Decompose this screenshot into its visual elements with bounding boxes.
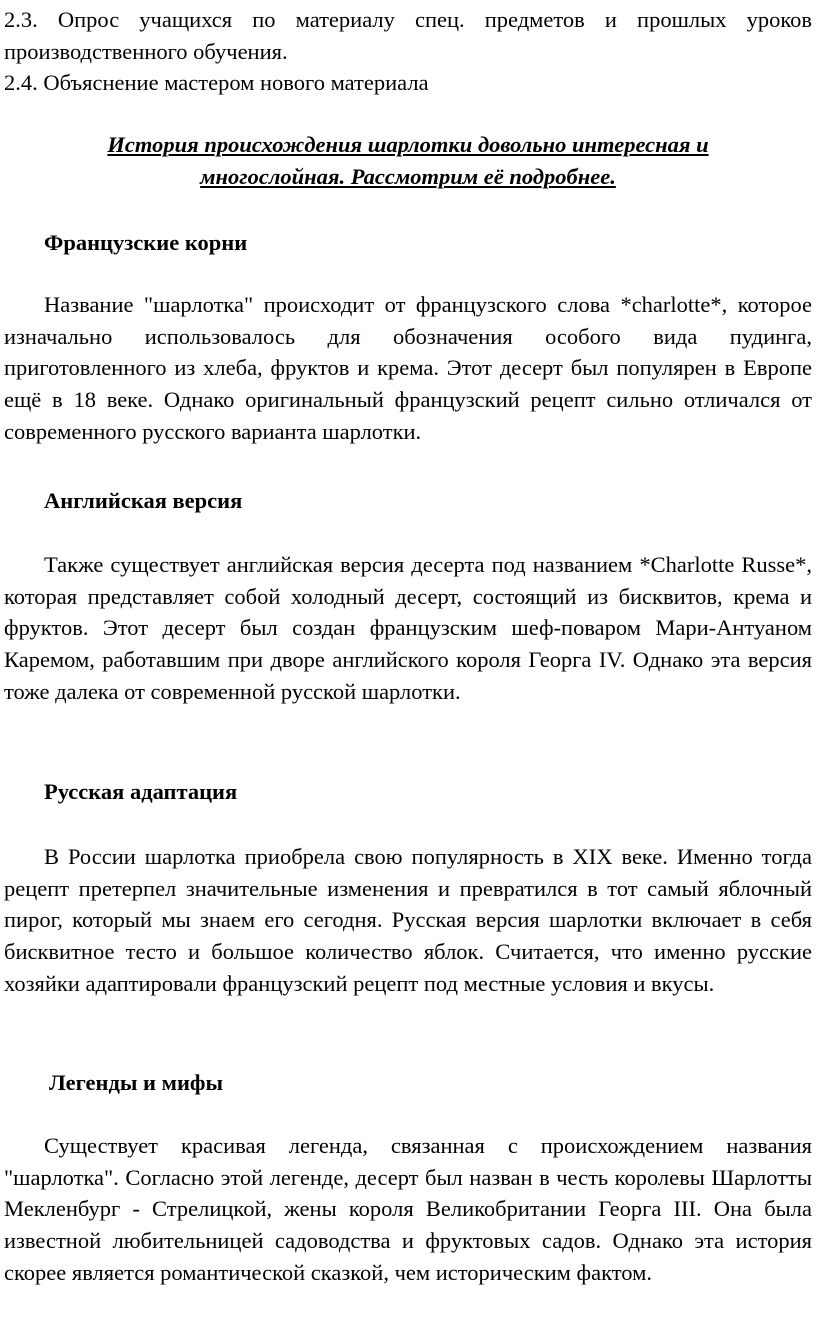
section-body-french-roots: Название "шарлотка" происходит от французского слова *charlotte*, которое изначально использовалось для обозначения особого вида пудинга, приготовленного из хлеба, фруктов и крема. Этот десерт был популярен в Европе ещё в 18 веке. Однако оригинальный французский рецепт сильно отличался от современного русского варианта шарлотки. <box>4 292 812 444</box>
intro-statement: История происхождения шарлотки довольно интересная и многослойная. Рассмотрим её подробнее. <box>107 132 709 189</box>
section-heading-legends-myths: Легенды и мифы <box>49 1070 224 1095</box>
section-body-russian-adaptation: В России шарлотка приобрела свою популярность в XIX веке. Именно тогда рецепт претерпел значительные изменения и превратился в тот самый яблочный пирог, который мы знаем его сегодня. Русская версия шарлотки включает в себя бисквитное тесто и большое количество яблок. Считается, что именно русские хозяйки адаптировали французский рецепт под местные условия и вкусы. <box>4 844 812 996</box>
section-body-legends-myths: Существует красивая легенда, связанная с происхождением названия "шарлотка". Согласно этой легенде, десерт был назван в честь королевы Шарлотты Мекленбург - Стрелицкой, жены короля Великобритании Георга III. Она была известной любительницей садоводства и фруктовых садов. Однако эта история скорее является романтической сказкой, чем историческим фактом. <box>4 1133 812 1285</box>
section-heading-russian-adaptation: Русская адаптация <box>44 779 238 804</box>
section-heading-french-roots: Французские корни <box>44 230 248 255</box>
section-body-english-version: Также существует английская версия десерта под названием *Charlotte Russe*, которая представляет собой холодный десерт, состоящий из бисквитов, крема и фруктов. Этот десерт был создан французским шеф-поваром Мари-Антуаном Каремом, работавшим при дворе английского короля Георга IV. Однако эта версия тоже далека от современной русской шарлотки. <box>4 552 812 704</box>
section-heading-english-version: Английская версия <box>44 488 243 513</box>
item-2-3: 2.3. Опрос учащихся по материалу спец. предметов и прошлых уроков производственного обучения. <box>4 7 812 64</box>
item-2-4: 2.4. Объяснение мастером нового материала <box>4 70 429 95</box>
